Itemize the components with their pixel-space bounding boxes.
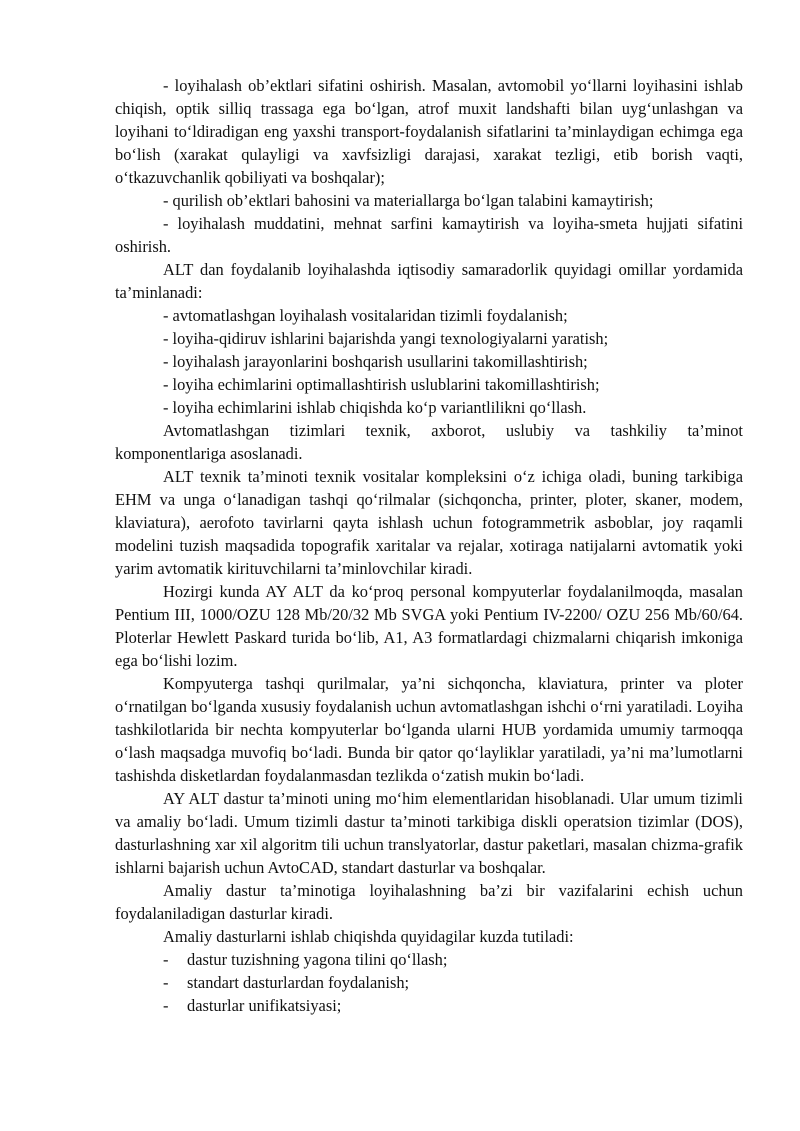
list-item: - loyiha-qidiruv ishlarini bajarishda yangi texnologiyalarni yaratish; — [163, 329, 609, 348]
paragraph: ALT texnik ta’minoti texnik vositalar kompleksini o‘z ichiga oladi, buning tarkibiga EHM va unga o‘lanadigan tashqi qo‘rilmalar (sichqoncha, printer, ploter, skaner, modem, klaviatura), aerofoto tavirlarni qayta ishlash uchun fotogrammetrik asboblar, joy raqamli modelini tuzish maqsadida topografik xaritalar va rejalar, xotiraga natijalarni avtomatik yoki yarim avtomatik kirituvchilarni ta’minlovchilar kiradi. — [115, 467, 743, 578]
list-item: - loyiha echimlarini optimallashtirish uslublarini takomillashtirish; — [163, 375, 600, 394]
dash-list-item — [115, 971, 743, 994]
list-item: - avtomatlashgan loyihalash vositalaridan tizimli foydalanish; — [163, 306, 568, 325]
dash-item-text: dasturlar unifikatsiyasi; — [187, 996, 342, 1015]
dash-item-text: dastur tuzishning yagona tilini qo‘llash; — [187, 950, 448, 969]
dash-list-item — [115, 948, 743, 971]
list-item: - qurilish ob’ektlari bahosini va materiallarga bo‘lgan talabini kamaytirish; — [163, 191, 654, 210]
dash-marker: - — [163, 973, 169, 992]
paragraph: Kompyuterga tashqi qurilmalar, ya’ni sichqoncha, klaviatura, printer va ploter o‘rnatilgan bo‘lganda xususiy foydalanish uchun avtomatlashgan ishchi o‘rni yaratiladi. Loyiha tashkilotlarida bir nechta kompyuterlar bo‘lganda ularni HUB yordamida umumiy tarmoqqa o‘lash maqsadga muvofiq bo‘ladi. Bunda bir qator qo‘layliklar yaratiladi, ya’ni ma’lumotlarni tashishda disketlardan foydalanmasdan tezlikda o‘zatish mukin bo‘ladi. — [115, 674, 743, 785]
list-item: - loyihalash jarayonlarini boshqarish usullarini takomillashtirish; — [163, 352, 588, 371]
paragraph: Amaliy dastur ta’minotiga loyihalashning ba’zi bir vazifalarini echish uchun foydalaniladigan dasturlar kiradi. — [115, 881, 743, 923]
list-item: - loyihalash muddatini, mehnat sarfini kamaytirish va loyiha-smeta hujjati sifatini oshirish. — [115, 214, 743, 256]
dash-marker: - — [163, 950, 169, 969]
dash-list-item — [115, 994, 743, 1017]
list-item: - loyihalash ob’ektlari sifatini oshirish. Masalan, avtomobil yo‘llarni loyihasini ishlab chiqish, optik silliq trassaga ega bo‘lgan, atrof muxit landshafti bilan uyg‘unlashgan va loyihani to‘ldiradigan eng yaxshi transport-foydalanish sifatlarini ta’minlaydigan echimga ega bo‘lish (xarakat qulayligi va xavfsizligi darajasi, xarakat tezligi, etib borish vaqti, o‘tkazuvchanlik qobiliyati va boshqalar); — [115, 76, 743, 187]
list-item: - loyiha echimlarini ishlab chiqishda ko‘p variantlilikni qo‘llash. — [163, 398, 587, 417]
paragraph: Hozirgi kunda AY ALT da ko‘proq personal kompyuterlar foydalanilmoqda, masalan Pentium III, 1000/OZU 128 Mb/20/32 Mb SVGA yoki Pentium IV-2200/ OZU 256 Mb/60/64. Ploterlar Hewlett Paskard turida bo‘lib, A1, A3 formatlardagi chizmalarni chiqarish imkoniga ega bo‘lishi lozim. — [115, 582, 743, 670]
paragraph: ALT dan foydalanib loyihalashda iqtisodiy samaradorlik quyidagi omillar yordamida ta’minlanadi: — [115, 260, 743, 302]
dash-marker: - — [163, 996, 169, 1015]
dash-item-text: standart dasturlardan foydalanish; — [187, 973, 410, 992]
paragraph: AY ALT dastur ta’minoti uning mo‘him elementlaridan hisoblanadi. Ular umum tizimli va amaliy bo‘ladi. Umum tizimli dastur ta’minoti tarkibiga diskli operatsion tizimlar (DOS), dasturlashning xar xil algoritm tili uchun translyatorlar, dastur paketlari, masalan chizma-grafik ishlarni bajarish uchun AvtoCAD, standart dasturlar va boshqalar. — [115, 789, 743, 877]
document-page — [115, 74, 743, 1017]
paragraph: Amaliy dasturlarni ishlab chiqishda quyidagilar kuzda tutiladi: — [163, 927, 574, 946]
paragraph: Avtomatlashgan tizimlari texnik, axborot, uslubiy va tashkiliy ta’minot komponentlariga asoslanadi. — [115, 421, 743, 463]
